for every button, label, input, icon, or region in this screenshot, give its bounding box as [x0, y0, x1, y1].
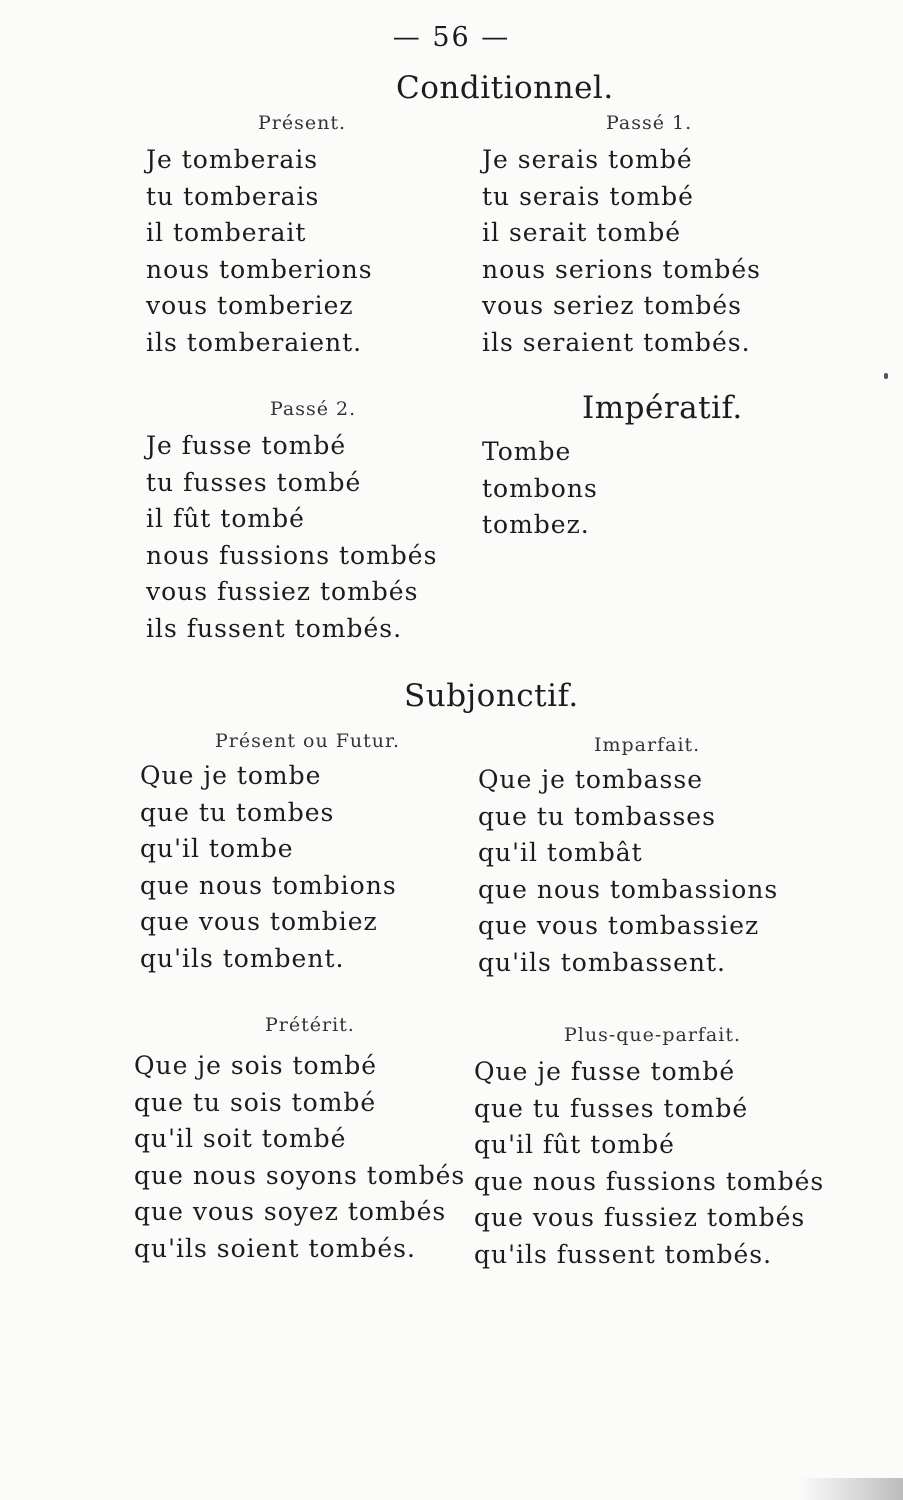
subjonctif-heading: Subjonctif. — [404, 678, 579, 714]
subj-preterit-list — [134, 1048, 465, 1267]
conjugation-line: il serait tombé — [482, 218, 682, 247]
conjugation-line: que tu fusses tombé — [474, 1093, 749, 1123]
cond-passe1-label: Passé 1. — [606, 112, 693, 134]
conjugation-line: Que je tombasse — [478, 765, 703, 794]
conjugation-line: qu'il tombe — [140, 834, 294, 863]
conjugation-line: Je fusse tombé — [146, 431, 347, 460]
subj-present-list — [140, 758, 397, 977]
imperatif-heading: Impératif. — [582, 390, 743, 426]
conjugation-line: tu serais tombé — [482, 181, 694, 211]
conditionnel-heading: Conditionnel. — [396, 70, 614, 106]
conjugation-line: que nous soyons tombés — [134, 1160, 466, 1190]
conjugation-line: qu'il tombât — [478, 838, 643, 867]
conjugation-line: nous serions tombés — [482, 254, 761, 284]
conjugation-line: que vous tombiez — [140, 907, 378, 936]
conjugation-line: tombons — [482, 473, 598, 503]
conjugation-line: que vous fussiez tombés — [474, 1203, 806, 1232]
conjugation-line: que tu tombasses — [478, 801, 716, 831]
ink-spot — [884, 373, 888, 379]
conjugation-line: ils seraient tombés. — [482, 327, 751, 357]
conjugation-line: Que je fusse tombé — [474, 1057, 736, 1086]
conjugation-line: nous tomberions — [146, 254, 373, 284]
conjugation-line: vous fussiez tombés — [146, 577, 419, 606]
conjugation-line: Je serais tombé — [482, 145, 693, 174]
conjugation-line: Tombe — [482, 437, 572, 466]
conjugation-line: vous tomberiez — [146, 291, 354, 320]
conjugation-line: qu'ils fussent tombés. — [474, 1239, 773, 1269]
subj-plusqueparfait-label: Plus-que-parfait. — [564, 1024, 742, 1046]
conjugation-line: que nous tombassions — [478, 874, 779, 904]
conjugation-line: qu'il fût tombé — [474, 1130, 675, 1159]
conjugation-line: Que je tombe — [140, 761, 322, 790]
subj-imparfait-label: Imparfait. — [594, 734, 701, 756]
conjugation-line: ils fussent tombés. — [146, 613, 403, 643]
subj-preterit-label: Prétérit. — [265, 1014, 355, 1036]
cond-present-label: Présent. — [258, 112, 347, 134]
page-edge-shadow — [800, 1478, 903, 1500]
conjugation-line: qu'ils soient tombés. — [134, 1233, 416, 1263]
subj-plusqueparfait-list — [474, 1054, 824, 1273]
conjugation-line: tombez. — [482, 510, 590, 539]
cond-passe2-label: Passé 2. — [270, 398, 357, 420]
conjugation-line: que tu tombes — [140, 797, 335, 827]
conjugation-line: qu'ils tombassent. — [478, 947, 727, 977]
cond-passe2-list — [146, 428, 437, 647]
conjugation-line: que tu sois tombé — [134, 1087, 377, 1117]
cond-present-list — [146, 142, 373, 361]
imperatif-list — [482, 434, 598, 544]
conjugation-line: nous fussions tombés — [146, 540, 438, 570]
conjugation-line: Que je sois tombé — [134, 1051, 378, 1080]
conjugation-line: il tomberait — [146, 218, 307, 247]
conjugation-line: que vous soyez tombés — [134, 1197, 447, 1226]
conjugation-line: vous seriez tombés — [482, 291, 742, 320]
subj-imparfait-list — [478, 762, 778, 981]
conjugation-line: il fût tombé — [146, 504, 305, 533]
conjugation-line: tu tomberais — [146, 181, 320, 211]
page-number: — 56 — — [392, 22, 511, 53]
conjugation-line: qu'il soit tombé — [134, 1124, 347, 1153]
cond-passe1-list — [482, 142, 761, 361]
conjugation-line: que nous tombions — [140, 870, 397, 900]
conjugation-line: tu fusses tombé — [146, 467, 362, 497]
conjugation-line: que vous tombassiez — [478, 911, 760, 940]
subj-present-label: Présent ou Futur. — [215, 730, 401, 752]
conjugation-line: ils tomberaient. — [146, 327, 363, 357]
conjugation-line: Je tomberais — [146, 145, 319, 174]
conjugation-line: que nous fussions tombés — [474, 1166, 825, 1196]
conjugation-line: qu'ils tombent. — [140, 943, 345, 973]
